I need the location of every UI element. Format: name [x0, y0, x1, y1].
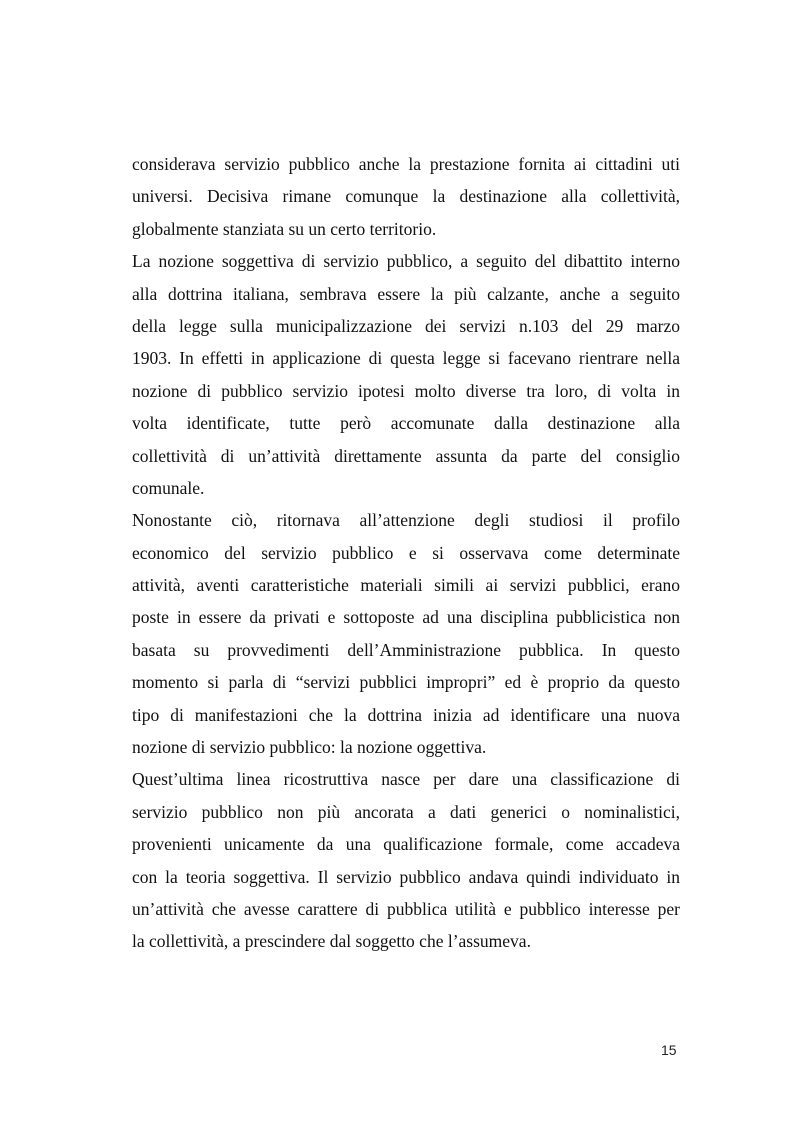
text-line: comunale.	[132, 477, 205, 498]
text-line: la collettività, a prescindere dal soggetto che l’assumeva.	[132, 931, 531, 952]
text-line: momento si parla di “servizi pubblici impropri” ed è proprio da questo	[132, 672, 680, 693]
text-line: collettività di un’attività direttamente assunta da parte del consiglio	[132, 445, 680, 466]
text-line: 1903. In effetti in applicazione di questa legge si facevano rientrare nella	[132, 348, 680, 369]
text-line: universi. Decisiva rimane comunque la destinazione alla collettività,	[132, 186, 680, 207]
text-line: poste in essere da privati e sottoposte ad una disciplina pubblicistica non	[132, 607, 680, 628]
text-line: volta identificate, tutte però accomunate dalla destinazione alla	[132, 413, 680, 434]
text-line: tipo di manifestazioni che la dottrina inizia ad identificare una nuova	[132, 704, 680, 725]
text-line: La nozione soggettiva di servizio pubblico, a seguito del dibattito interno	[132, 251, 680, 272]
text-line: un’attività che avesse carattere di pubblica utilità e pubblico interesse per	[132, 898, 680, 919]
text-line: alla dottrina italiana, sembrava essere la più calzante, anche a seguito	[132, 283, 680, 304]
text-line: della legge sulla municipalizzazione dei servizi n.103 del 29 marzo	[132, 315, 680, 336]
text-line: provenienti unicamente da una qualificazione formale, come accadeva	[132, 834, 680, 855]
body-text	[132, 148, 680, 958]
text-line: servizio pubblico non più ancorata a dati generici o nominalistici,	[132, 801, 680, 822]
text-line: globalmente stanziata su un certo territorio.	[132, 218, 437, 239]
text-line: con la teoria soggettiva. Il servizio pubblico andava quindi individuato in	[132, 866, 680, 887]
text-line: considerava servizio pubblico anche la prestazione fornita ai cittadini uti	[132, 154, 680, 174]
page-number: 15	[661, 1042, 677, 1058]
text-line: nozione di servizio pubblico: la nozione oggettiva.	[132, 737, 487, 758]
text-line: economico del servizio pubblico e si osservava come determinate	[132, 542, 680, 563]
text-line: Quest’ultima linea ricostruttiva nasce per dare una classificazione di	[132, 769, 680, 790]
text-line: nozione di pubblico servizio ipotesi molto diverse tra loro, di volta in	[132, 380, 680, 401]
text-line: Nonostante ciò, ritornava all’attenzione degli studiosi il profilo	[132, 510, 680, 531]
text-line: attività, aventi caratteristiche materiali simili ai servizi pubblici, erano	[132, 575, 680, 596]
text-line: basata su provvedimenti dell’Amministrazione pubblica. In questo	[132, 639, 680, 660]
